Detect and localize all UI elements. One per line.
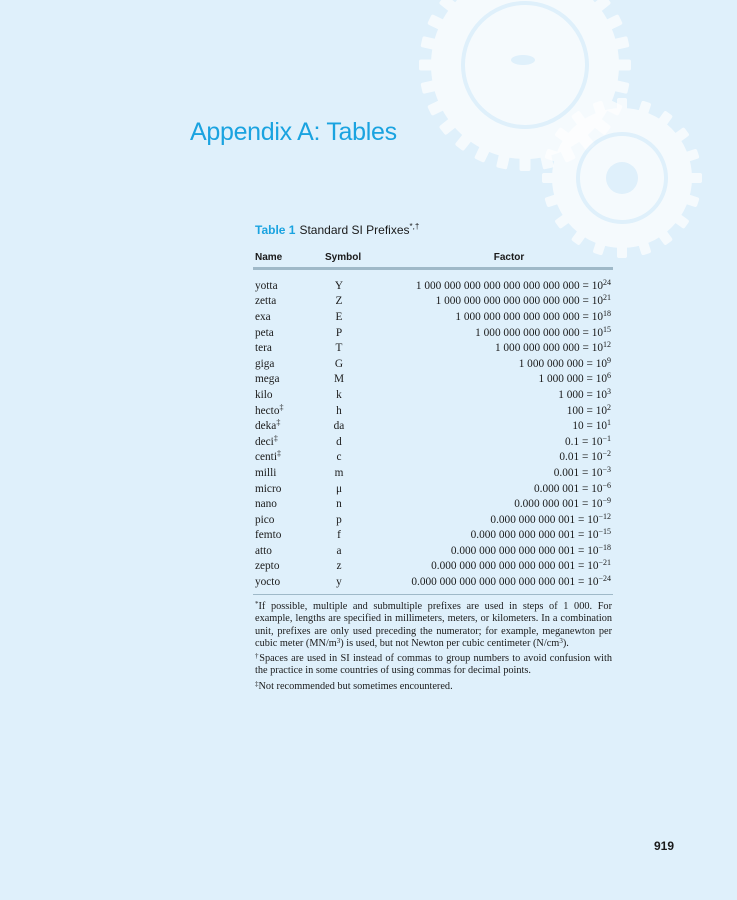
footnote-dagger: †Spaces are used in SI instead of commas to group numbers to avoid confusion with the practice in some countries of using commas for decimal points. [255,652,613,677]
table-row [253,465,613,481]
prefix-symbol: Z [335,295,343,308]
prefix-symbol: c [336,451,342,464]
column-header-symbol: Symbol [313,247,365,269]
table-row [253,496,613,512]
table-row [253,418,613,434]
table-row [253,481,613,497]
table-row [253,450,613,466]
table-row [253,340,613,356]
prefix-symbol: m [334,466,344,479]
prefix-name: giga [255,357,275,370]
table-row [253,309,613,325]
table-title-marks: *,† [409,222,420,231]
prefix-name: centi‡ [255,449,281,464]
prefix-name: zetta [255,295,277,308]
prefix-factor: 0.000 000 000 000 $001 = 10^{-15}$ [470,527,611,542]
prefix-symbol: da [333,420,345,433]
footnote-asterisk: *If possible, multiple and submultiple prefixes are used in steps of 1 000. For example, lengths are specified in millimeters, meters, or kilometers. In a combination unit, prefixes are only used preceding the numerator; for example, meganewton per cubic meter $(MN/m^3)$ is used, but not Newton per cubic centimeter $(N/cm^3)$. [255,600,612,649]
prefix-factor: 1 $000 = 10^3$ [558,386,611,401]
column-header-factor: Factor [365,247,613,269]
prefix-name: pico [255,513,275,526]
table-row [253,387,613,403]
prefix-symbol: Y [334,279,344,292]
prefix-symbol: p [336,513,342,526]
prefix-factor: $100 = 10^2$ [566,402,611,417]
table-row [253,356,613,372]
prefix-name: atto [255,544,272,557]
prefix-factor: 1 000 000 000 000 000 000 000 $000 = 10^{24}$ [415,277,611,292]
prefix-symbol: d [336,435,342,448]
prefix-factor: 1 000 000 $000 = 10^9$ [518,355,611,370]
prefix-symbol: y [313,574,365,594]
prefix-mark: ‡ [279,402,284,412]
prefix-name: zepto [255,560,280,573]
prefix-factor: $0.001 = 10^{-3}$ [553,464,611,479]
table-row [253,269,613,294]
page-number: 919 [654,839,675,853]
table-header-row [253,247,613,269]
prefix-name: exa [255,310,271,323]
prefix-factor: 1 000 000 000 000 000 $000 = 10^{18}$ [455,308,611,323]
si-prefix-table [253,247,613,595]
table-row [253,528,613,544]
table-footnotes [255,601,612,696]
table-title: Standard SI Prefixes [299,223,410,237]
prefix-factor: 0.000 000 000 000 000 $001 = 10^{-18}$ [450,542,611,557]
prefix-symbol: E [335,310,343,323]
prefix-symbol: k [336,388,342,401]
table-row [253,543,613,559]
prefix-name: mega [255,373,280,386]
page-title: Appendix A: Tables [190,118,397,146]
footnote-double-dagger: ‡Not recommended but sometimes encountered. [255,679,453,692]
table-row [253,294,613,310]
prefix-name: peta [255,326,274,339]
table-row [253,512,613,528]
prefix-symbol: μ [335,482,343,495]
prefix-symbol: M [333,373,345,386]
prefix-mark: ‡ [276,418,281,428]
table-row [253,403,613,419]
column-header-name: Name [253,247,313,269]
prefix-name: nano [255,498,277,511]
table-row [253,434,613,450]
prefix-name: kilo [255,388,273,401]
prefix-name: deka‡ [255,418,281,433]
table-row [253,325,613,341]
prefix-mark: ‡ [276,449,281,459]
prefix-symbol: P [335,326,343,339]
prefix-symbol: n [336,498,342,511]
prefix-symbol: a [336,544,342,557]
prefix-factor: 1 000 000 000 $000 = 10^{12}$ [494,340,611,355]
prefix-factor: 0.000 $001 = 10^{-6}$ [533,480,611,495]
prefix-factor: 0.000 000 $001 = 10^{-9}$ [514,496,611,511]
prefix-name: deci‡ [255,433,278,448]
prefix-symbol: z [336,560,342,573]
table-row [253,372,613,388]
prefix-mark: ‡ [273,433,278,443]
prefix-factor: $0.01 = 10^{-2}$ [559,449,611,464]
prefix-name: hecto‡ [255,402,284,417]
prefix-factor: 1 000 000 000 000 000 000 $000 = 10^{21}$ [435,293,611,308]
table-caption [255,222,419,237]
prefix-factor: $10 = 10^1$ [572,418,611,433]
table-row [253,559,613,575]
table-row [253,574,613,594]
prefix-name: yocto [253,574,313,594]
prefix-symbol: T [335,342,343,355]
prefix-factor: 0.000 000 000 000 000 000 $001 = 10^{-21}$ [431,558,611,573]
prefix-factor: $0.1 = 10^{-1}$ [565,433,611,448]
prefix-factor: 0.000 000 000 $001 = 10^{-12}$ [490,511,611,526]
prefix-factor: 1 000 $000 = 10^6$ [538,371,611,386]
prefix-factor: 0.000 000 000 000 000 000 000 $001 = 10^{-24}$ [365,574,613,594]
prefix-name: femto [255,529,282,542]
prefix-name: tera [255,342,272,355]
prefix-name: yotta [255,279,278,292]
prefix-name: milli [255,466,277,479]
prefix-symbol: f [337,529,341,542]
prefix-symbol: h [336,404,342,417]
table-label: Table 1 [255,223,296,237]
prefix-name: micro [255,482,282,495]
prefix-symbol: G [334,357,344,370]
prefix-factor: 1 000 000 000 000 $000 = 10^{15}$ [475,324,611,339]
